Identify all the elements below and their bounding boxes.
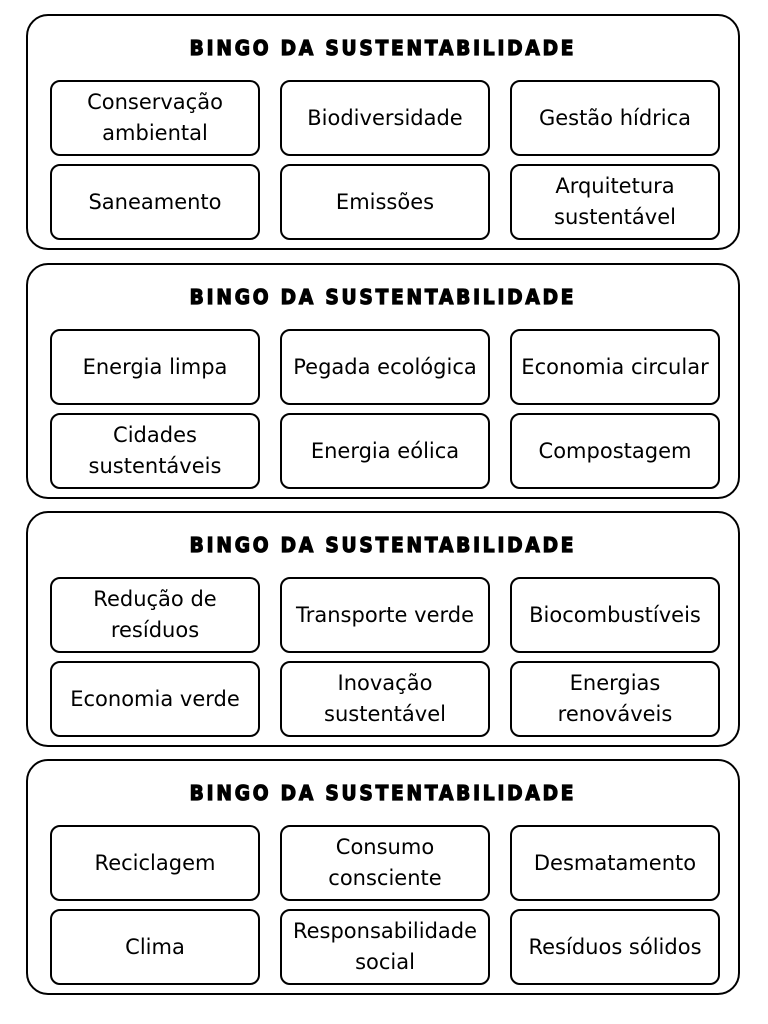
cell-text: Transporte verde: [296, 602, 474, 627]
bingo-cell: [50, 413, 260, 489]
bingo-card-4: [26, 759, 740, 995]
cell-text: Responsabilidade social: [292, 919, 478, 974]
cell-text: Cidades sustentáveis: [88, 423, 222, 478]
bingo-cell: [50, 825, 260, 901]
bingo-cell: [510, 164, 720, 240]
cell-text: Energias renováveis: [557, 671, 673, 726]
bingo-cell: [280, 577, 490, 653]
bingo-cell: [510, 825, 720, 901]
bingo-cell: [280, 825, 490, 901]
bingo-cell: [280, 164, 490, 240]
cell-text: Consumo consciente: [328, 835, 442, 890]
cell-text: Arquitetura sustentável: [554, 174, 676, 229]
bingo-cell: [50, 909, 260, 985]
cell-text: Economia circular: [521, 354, 709, 379]
cell-text: Emissões: [335, 189, 435, 214]
bingo-cell: [510, 80, 720, 156]
cell-text: Desmatamento: [533, 850, 697, 875]
bingo-cell: [510, 329, 720, 405]
bingo-cell: [280, 661, 490, 737]
cell-text: Energia limpa: [82, 354, 228, 379]
card-title: BINGO DA SUSTENTABILIDADE: [189, 36, 577, 60]
card-title: BINGO DA SUSTENTABILIDADE: [189, 533, 577, 557]
bingo-card-1: [26, 14, 740, 250]
bingo-card-3: [26, 511, 740, 747]
cell-text: Inovação sustentável: [324, 671, 446, 726]
bingo-cell: [50, 80, 260, 156]
card-title: BINGO DA SUSTENTABILIDADE: [189, 781, 577, 805]
cell-text: Resíduos sólidos: [528, 934, 702, 959]
cell-text: Energia eólica: [310, 438, 460, 463]
bingo-cell: [280, 413, 490, 489]
bingo-cell: [280, 80, 490, 156]
bingo-cell: [280, 909, 490, 985]
cell-text: Gestão hídrica: [538, 105, 692, 130]
bingo-cell: [50, 577, 260, 653]
bingo-card-2: [26, 263, 740, 499]
bingo-cell: [50, 661, 260, 737]
card-title: BINGO DA SUSTENTABILIDADE: [189, 285, 577, 309]
cell-text: Biocombustíveis: [529, 602, 701, 627]
cell-text: Reciclagem: [94, 850, 216, 875]
bingo-cell: [50, 164, 260, 240]
cell-text: Saneamento: [88, 189, 222, 214]
cell-text: Redução de resíduos: [93, 587, 217, 642]
cell-text: Conservação ambiental: [87, 90, 223, 145]
cell-text: Pegada ecológica: [293, 354, 477, 379]
cell-text: Economia verde: [70, 686, 240, 711]
bingo-cell: [280, 329, 490, 405]
bingo-cell: [510, 413, 720, 489]
cell-text: Biodiversidade: [307, 105, 463, 130]
cell-text: Compostagem: [538, 438, 692, 463]
bingo-cell: [510, 909, 720, 985]
bingo-cell: [50, 329, 260, 405]
cell-text: Clima: [125, 934, 185, 959]
bingo-cell: [510, 577, 720, 653]
bingo-cell: [510, 661, 720, 737]
